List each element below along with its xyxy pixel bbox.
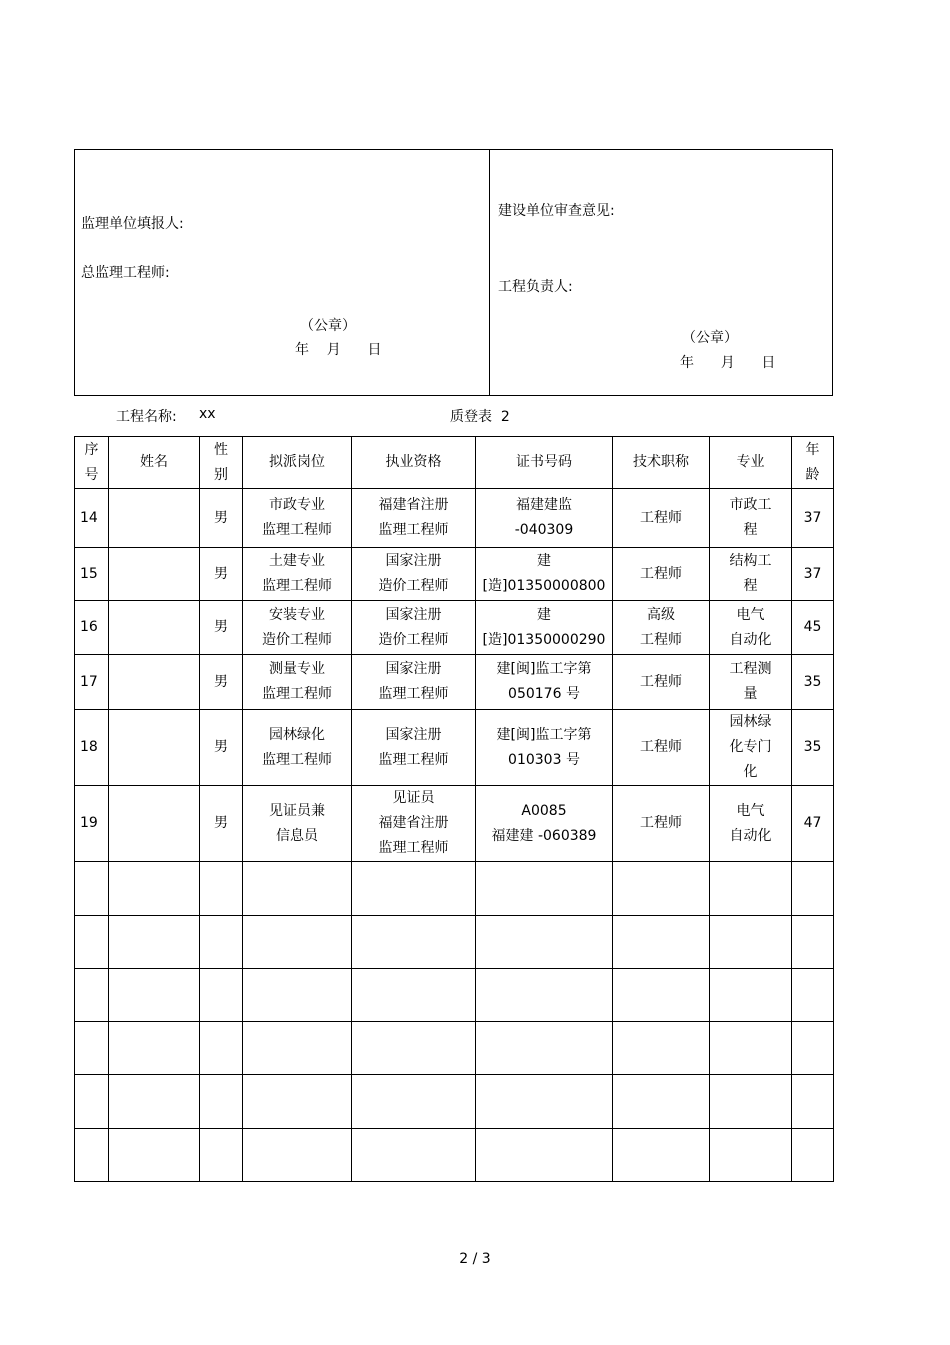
qualification-cell (352, 710, 476, 786)
empty-title-cell (613, 969, 710, 1022)
title-cell (613, 710, 710, 786)
post-cell-line: 园林绿化 (269, 726, 325, 743)
post-cell-line: 造价工程师 (262, 631, 332, 648)
cert-cell-line: 建 (537, 553, 551, 569)
major-cell-line: 自动化 (729, 631, 772, 648)
post-cell (243, 710, 352, 786)
empty-seq-cell (75, 969, 109, 1022)
empty-qualification-cell (352, 1022, 476, 1075)
column-header-age (792, 437, 834, 489)
empty-post-cell (243, 862, 352, 916)
empty-major-cell (710, 969, 792, 1022)
project-lead-label: 工程负责人: (498, 279, 573, 295)
empty-name-cell (109, 1022, 200, 1075)
column-header-post-line: 拟派岗位 (269, 454, 325, 470)
major-cell-line: 程 (743, 578, 758, 594)
right-seal-label: （公章） (682, 330, 738, 346)
empty-age-cell (792, 916, 834, 969)
cert-cell-line: 050176 号 (508, 686, 580, 702)
empty-gender-cell (200, 1129, 243, 1182)
major-cell (710, 489, 792, 548)
major-cell-line: 量 (743, 686, 758, 702)
column-header-age-line: 龄 (805, 466, 820, 483)
empty-title-cell (613, 1022, 710, 1075)
column-header-no (75, 437, 109, 489)
empty-name-cell (109, 969, 200, 1022)
post-cell (243, 655, 352, 710)
title-cell (613, 786, 710, 862)
major-cell-line: 化 (743, 764, 758, 780)
empty-title-cell (613, 916, 710, 969)
cert-cell-line: 建[闽]监工字第 (496, 726, 592, 743)
signature-divider (489, 150, 490, 395)
empty-age-cell (792, 1022, 834, 1075)
name-cell (109, 548, 200, 601)
post-cell-line: 监理工程师 (262, 578, 332, 594)
qualification-cell-line: 国家注册 (385, 553, 442, 569)
column-header-gender-line: 别 (214, 466, 228, 483)
qualification-cell (352, 489, 476, 548)
page-number: 2 / 3 (459, 1251, 491, 1267)
cert-cell (476, 710, 613, 786)
personnel-table (74, 436, 834, 1182)
empty-age-cell (792, 1129, 834, 1182)
qualification-cell-line: 福建省注册 (378, 497, 449, 513)
project-name-value: xx (199, 406, 216, 422)
column-header-title-line: 技术职称 (633, 454, 689, 470)
title-cell-line: 工程师 (640, 509, 682, 526)
age-cell: 47 (792, 786, 834, 862)
age-cell: 45 (792, 601, 834, 655)
post-cell-line: 市政专业 (269, 497, 325, 513)
empty-qualification-cell (352, 916, 476, 969)
empty-qualification-cell (352, 969, 476, 1022)
column-header-no-line: 号 (84, 466, 99, 483)
title-cell (613, 548, 710, 601)
seq-cell: 14 (75, 489, 109, 548)
post-cell-line: 信息员 (276, 827, 318, 844)
gender-cell: 男 (200, 710, 243, 786)
qualification-cell-line: 福建省注册 (378, 815, 449, 831)
major-cell-line: 工程测 (729, 661, 772, 677)
major-cell-line: 化专门 (729, 739, 772, 755)
qualification-cell-line: 国家注册 (385, 606, 442, 623)
major-cell-line: 电气 (736, 802, 765, 819)
empty-table-row (75, 1022, 834, 1075)
column-header-major-line: 专业 (736, 454, 765, 470)
empty-qualification-cell (352, 1129, 476, 1182)
title-cell-line: 工程师 (640, 815, 682, 831)
column-header-age-line: 年 (805, 441, 820, 458)
empty-gender-cell (200, 862, 243, 916)
major-cell-line: 园林绿 (729, 714, 772, 730)
empty-qualification-cell (352, 1075, 476, 1129)
name-cell (109, 655, 200, 710)
empty-cert-cell (476, 969, 613, 1022)
major-cell (710, 786, 792, 862)
empty-table-row (75, 969, 834, 1022)
column-header-major (710, 437, 792, 489)
post-cell-line: 土建专业 (269, 553, 325, 569)
post-cell (243, 489, 352, 548)
table-header-row (75, 437, 834, 489)
gender-cell: 男 (200, 655, 243, 710)
empty-seq-cell (75, 1129, 109, 1182)
empty-gender-cell (200, 969, 243, 1022)
name-cell (109, 710, 200, 786)
title-cell-line: 工程师 (640, 673, 682, 690)
qualification-cell-line: 监理工程师 (378, 840, 449, 856)
empty-table-row (75, 916, 834, 969)
post-cell (243, 601, 352, 655)
qualification-cell-line: 见证员 (392, 790, 435, 806)
title-cell-line: 工程师 (640, 565, 682, 582)
left-seal-label: （公章） (300, 318, 356, 334)
gender-cell: 男 (200, 786, 243, 862)
seq-cell: 17 (75, 655, 109, 710)
seq-cell: 15 (75, 548, 109, 601)
empty-cert-cell (476, 916, 613, 969)
form-code: 质登表 2 (450, 409, 510, 425)
title-cell-line: 工程师 (640, 631, 682, 648)
major-cell (710, 655, 792, 710)
column-header-gender-line: 性 (214, 441, 228, 458)
empty-table-row (75, 862, 834, 916)
empty-post-cell (243, 1022, 352, 1075)
post-cell-line: 测量专业 (269, 661, 325, 677)
gender-cell: 男 (200, 601, 243, 655)
empty-age-cell (792, 862, 834, 916)
post-cell (243, 548, 352, 601)
table-row (75, 548, 834, 601)
name-cell (109, 601, 200, 655)
column-header-gender (200, 437, 243, 489)
empty-age-cell (792, 969, 834, 1022)
empty-major-cell (710, 862, 792, 916)
column-header-qualification (352, 437, 476, 489)
empty-cert-cell (476, 1075, 613, 1129)
cert-cell-line: 建[闽]监工字第 (496, 661, 592, 677)
cert-cell-line: 福建建 -060389 (491, 827, 597, 844)
empty-name-cell (109, 862, 200, 916)
qualification-cell-line: 造价工程师 (378, 631, 449, 648)
qualification-cell-line: 监理工程师 (378, 522, 449, 538)
empty-title-cell (613, 862, 710, 916)
empty-age-cell (792, 1075, 834, 1129)
empty-gender-cell (200, 1075, 243, 1129)
empty-seq-cell (75, 862, 109, 916)
personnel-table-body (75, 437, 834, 1182)
post-cell-line: 安装专业 (269, 606, 325, 623)
title-cell-line: 高级 (647, 606, 675, 623)
major-cell-line: 市政工 (729, 497, 772, 513)
empty-major-cell (710, 1129, 792, 1182)
cert-cell-line: [造]01350000800 (482, 578, 606, 594)
column-header-post (243, 437, 352, 489)
empty-qualification-cell (352, 862, 476, 916)
empty-table-row (75, 1129, 834, 1182)
right-date-label: 年 月 日 (680, 355, 776, 371)
cert-cell (476, 655, 613, 710)
column-header-title (613, 437, 710, 489)
age-cell: 37 (792, 548, 834, 601)
column-header-qualification-line: 执业资格 (385, 454, 442, 470)
empty-major-cell (710, 1022, 792, 1075)
cert-cell-line: A0085 (521, 802, 567, 819)
qualification-cell-line: 监理工程师 (378, 751, 449, 768)
empty-post-cell (243, 1075, 352, 1129)
cert-cell-line: 010303 号 (508, 751, 580, 768)
empty-title-cell (613, 1075, 710, 1129)
table-row (75, 786, 834, 862)
empty-seq-cell (75, 916, 109, 969)
post-cell (243, 786, 352, 862)
age-cell: 35 (792, 710, 834, 786)
empty-cert-cell (476, 1022, 613, 1075)
qualification-cell (352, 786, 476, 862)
empty-name-cell (109, 1129, 200, 1182)
table-row (75, 601, 834, 655)
empty-seq-cell (75, 1075, 109, 1129)
empty-post-cell (243, 916, 352, 969)
column-header-no-line: 序 (84, 441, 99, 458)
column-header-name-line: 姓名 (140, 454, 168, 470)
seq-cell: 18 (75, 710, 109, 786)
major-cell (710, 548, 792, 601)
empty-gender-cell (200, 916, 243, 969)
title-cell-line: 工程师 (640, 739, 682, 755)
post-cell-line: 监理工程师 (262, 686, 332, 702)
age-cell: 35 (792, 655, 834, 710)
signature-box (74, 149, 833, 396)
major-cell-line: 结构工 (729, 553, 772, 569)
owner-review-label: 建设单位审查意见: (498, 203, 615, 219)
name-cell (109, 489, 200, 548)
cert-cell-line: [造]01350000290 (482, 631, 606, 648)
qualification-cell-line: 国家注册 (385, 661, 442, 677)
gender-cell: 男 (200, 548, 243, 601)
cert-cell (476, 786, 613, 862)
cert-cell (476, 489, 613, 548)
cert-cell-line: -040309 (514, 522, 574, 538)
empty-major-cell (710, 916, 792, 969)
qualification-cell-line: 造价工程师 (378, 578, 449, 594)
title-cell (613, 601, 710, 655)
qualification-cell (352, 655, 476, 710)
post-cell-line: 监理工程师 (262, 522, 332, 538)
major-cell-line: 程 (743, 522, 758, 538)
major-cell (710, 710, 792, 786)
table-row (75, 489, 834, 548)
empty-major-cell (710, 1075, 792, 1129)
seq-cell: 19 (75, 786, 109, 862)
empty-post-cell (243, 969, 352, 1022)
empty-cert-cell (476, 1129, 613, 1182)
qualification-cell (352, 548, 476, 601)
column-header-name (109, 437, 200, 489)
cert-cell-line: 福建建监 (516, 497, 572, 513)
cert-cell (476, 601, 613, 655)
post-cell-line: 见证员兼 (269, 802, 325, 819)
column-header-cert-line: 证书号码 (516, 454, 572, 470)
qualification-cell-line: 国家注册 (385, 726, 442, 743)
name-cell (109, 786, 200, 862)
empty-name-cell (109, 916, 200, 969)
age-cell: 37 (792, 489, 834, 548)
chief-engineer-label: 总监理工程师: (81, 265, 170, 281)
gender-cell: 男 (200, 489, 243, 548)
empty-gender-cell (200, 1022, 243, 1075)
qualification-cell (352, 601, 476, 655)
empty-table-row (75, 1075, 834, 1129)
title-cell (613, 489, 710, 548)
empty-cert-cell (476, 862, 613, 916)
table-row (75, 655, 834, 710)
empty-title-cell (613, 1129, 710, 1182)
table-row (75, 710, 834, 786)
title-cell (613, 655, 710, 710)
post-cell-line: 监理工程师 (262, 751, 332, 768)
major-cell (710, 601, 792, 655)
supervisor-reporter-label: 监理单位填报人: (81, 216, 184, 232)
major-cell-line: 自动化 (729, 827, 772, 844)
project-name-label: 工程名称: (116, 409, 177, 425)
seq-cell: 16 (75, 601, 109, 655)
empty-seq-cell (75, 1022, 109, 1075)
empty-name-cell (109, 1075, 200, 1129)
cert-cell (476, 548, 613, 601)
column-header-cert (476, 437, 613, 489)
left-date-label: 年 月 日 (295, 342, 382, 358)
qualification-cell-line: 监理工程师 (378, 686, 449, 702)
cert-cell-line: 建 (537, 606, 551, 623)
empty-post-cell (243, 1129, 352, 1182)
major-cell-line: 电气 (736, 606, 765, 623)
